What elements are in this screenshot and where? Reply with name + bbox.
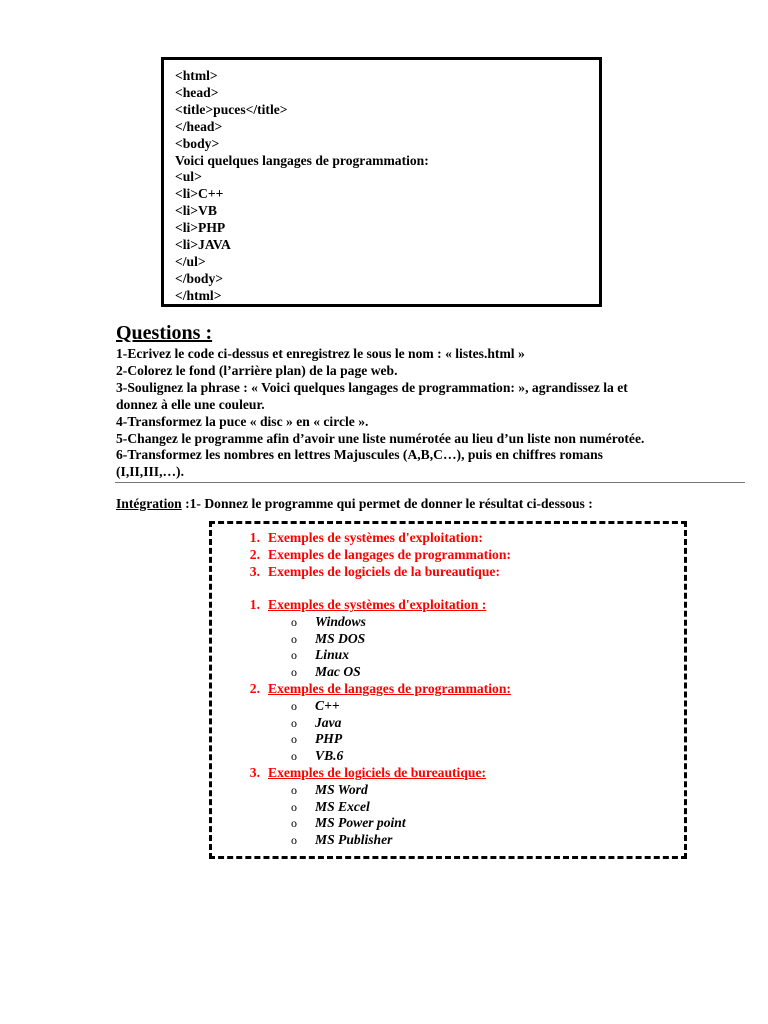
circle-bullet-icon: o bbox=[291, 665, 297, 680]
sub-list-item bbox=[212, 832, 684, 849]
sub-list-item bbox=[212, 715, 684, 732]
sub-list-item bbox=[212, 698, 684, 715]
sub-list-item bbox=[212, 614, 684, 631]
item-number: 3. bbox=[249, 563, 260, 579]
code-line: </html> bbox=[175, 287, 222, 303]
sub-list-item bbox=[212, 664, 684, 681]
circle-bullet-icon: o bbox=[291, 614, 297, 629]
question-line: 5-Changez le programme afin d’avoir une liste numérotée au lieu d’un liste non numérotée. bbox=[116, 430, 645, 446]
sub-item-text: MS DOS bbox=[315, 630, 366, 646]
item-text: Exemples de systèmes d'exploitation: bbox=[268, 530, 483, 545]
item-text: Exemples de logiciels de la bureautique: bbox=[268, 563, 500, 579]
circle-bullet-icon: o bbox=[291, 799, 297, 814]
circle-bullet-icon: o bbox=[291, 631, 297, 646]
code-line: </head> bbox=[175, 118, 223, 134]
question-line: 1-Ecrivez le code ci-dessus et enregistrez le sous le nom : « listes.html » bbox=[116, 346, 525, 361]
code-line: <ul> bbox=[175, 169, 202, 185]
question-line: 4-Transformez la puce « disc » en « circle ». bbox=[116, 413, 369, 429]
question-line: donnez à elle une couleur. bbox=[116, 396, 265, 412]
detailed-list bbox=[212, 597, 684, 849]
sub-item-text: Mac OS bbox=[315, 664, 361, 680]
sub-list-item bbox=[212, 731, 684, 748]
circle-bullet-icon: o bbox=[291, 833, 297, 848]
code-line: <li>C++ bbox=[175, 186, 224, 202]
sub-list-item bbox=[212, 748, 684, 765]
sub-list-item bbox=[212, 782, 684, 799]
list-item bbox=[212, 547, 684, 564]
sub-item-text: Java bbox=[315, 714, 342, 730]
sub-item-text: PHP bbox=[315, 731, 343, 747]
sub-item-text: VB.6 bbox=[315, 748, 344, 764]
circle-bullet-icon: o bbox=[291, 782, 297, 797]
circle-bullet-icon: o bbox=[291, 698, 297, 713]
sub-item-text: MS Power point bbox=[315, 815, 406, 831]
circle-bullet-icon: o bbox=[291, 732, 297, 747]
code-line: </ul> bbox=[175, 253, 206, 269]
code-line: <li>VB bbox=[175, 203, 217, 219]
item-number: 3. bbox=[249, 764, 260, 780]
section-divider bbox=[115, 482, 745, 483]
list-item bbox=[212, 530, 684, 547]
sub-list-item bbox=[212, 631, 684, 648]
expected-result-box bbox=[209, 521, 687, 859]
integration-label: Intégration bbox=[116, 496, 182, 511]
item-number: 2. bbox=[249, 680, 260, 696]
sub-item-text: MS Publisher bbox=[315, 832, 393, 848]
item-text: Exemples de logiciels de bureautique: bbox=[268, 764, 487, 780]
question-line: 6-Transformez les nombres en lettres Majuscules (A,B,C…), puis en chiffres romans bbox=[116, 447, 603, 463]
integration-text: :1- Donnez le programme qui permet de donner le résultat ci-dessous : bbox=[181, 496, 593, 511]
circle-bullet-icon: o bbox=[291, 648, 297, 663]
circle-bullet-icon: o bbox=[291, 749, 297, 764]
sub-item-text: Linux bbox=[315, 647, 349, 663]
code-line: <html> bbox=[175, 68, 218, 83]
code-line: <head> bbox=[175, 84, 219, 100]
sub-item-text: C++ bbox=[315, 697, 340, 713]
sub-item-text: Windows bbox=[315, 613, 366, 629]
questions-list bbox=[116, 346, 746, 481]
list-item bbox=[212, 564, 684, 581]
question-line: 3-Soulignez la phrase : « Voici quelques langages de programmation: », agrandissez la et bbox=[116, 379, 628, 395]
sub-list-item bbox=[212, 647, 684, 664]
item-number: 2. bbox=[249, 546, 260, 562]
sub-item-text: MS Word bbox=[315, 781, 368, 797]
item-number: 1. bbox=[249, 597, 260, 612]
question-line: 2-Colorez le fond (l’arrière plan) de la page web. bbox=[116, 362, 398, 378]
list-item bbox=[212, 681, 684, 698]
code-line: <title>puces</title> bbox=[175, 101, 288, 117]
sub-item-text: MS Excel bbox=[315, 798, 370, 814]
html-code-box bbox=[161, 57, 602, 307]
item-number: 1. bbox=[249, 530, 260, 545]
circle-bullet-icon: o bbox=[291, 715, 297, 730]
list-item bbox=[212, 765, 684, 782]
sub-list-item bbox=[212, 815, 684, 832]
sub-list-item bbox=[212, 799, 684, 816]
item-text: Exemples de langages de programmation: bbox=[268, 680, 511, 696]
code-line: <body> bbox=[175, 135, 220, 151]
code-line: </body> bbox=[175, 270, 223, 286]
code-line: <li>JAVA bbox=[175, 237, 231, 253]
list-item bbox=[212, 597, 684, 614]
integration-instruction bbox=[116, 496, 593, 512]
questions-title: Questions : bbox=[116, 322, 213, 344]
item-text: Exemples de systèmes d'exploitation : bbox=[268, 597, 487, 612]
code-line: Voici quelques langages de programmation: bbox=[175, 152, 429, 168]
summary-list bbox=[212, 530, 684, 580]
circle-bullet-icon: o bbox=[291, 816, 297, 831]
question-line: (I,II,III,…). bbox=[116, 464, 184, 480]
code-line: <li>PHP bbox=[175, 220, 226, 236]
item-text: Exemples de langages de programmation: bbox=[268, 546, 511, 562]
